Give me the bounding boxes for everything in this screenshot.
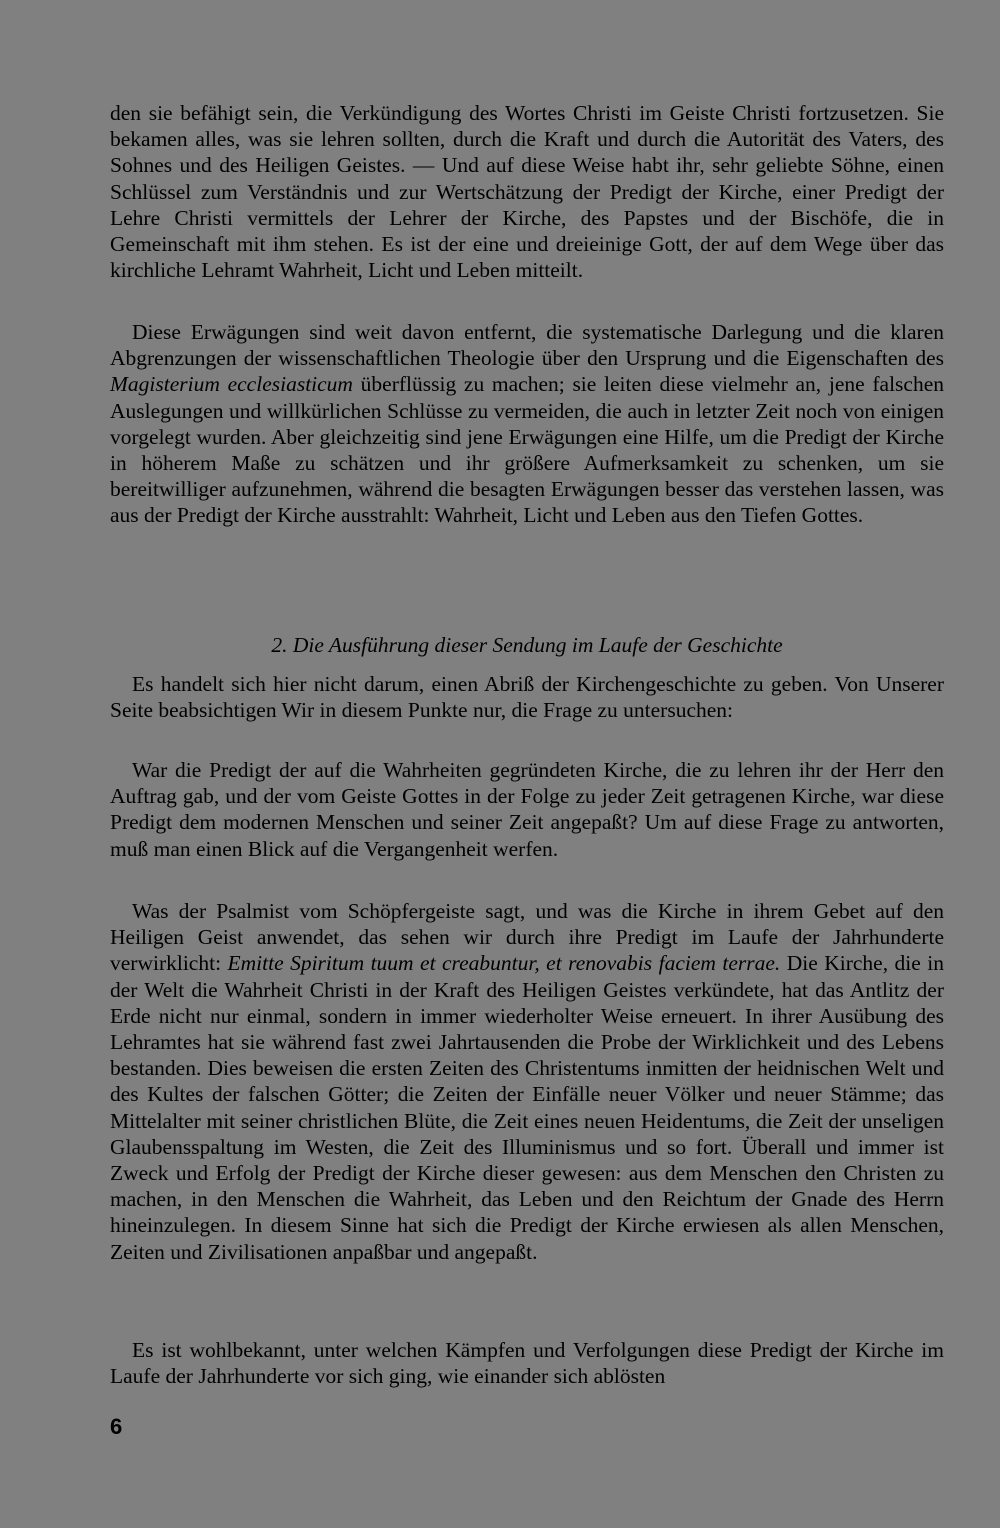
paragraph-5-latin-quote: Emitte Spiritum tuum et creabuntur, et renovabis faciem terrae.: [227, 951, 781, 976]
paragraph-2-italic-term: Magisterium ecclesiasticum: [110, 372, 353, 397]
paragraph-6: Es ist wohlbekannt, unter welchen Kämpfen und Verfolgungen diese Predigt der Kirche im Laufe der Jahrhunderte vor sich ging, wie einander sich ablösten: [110, 1338, 944, 1389]
paragraph-2-text-b: überflüssig zu machen; sie leiten diese vielmehr an, jene falschen Auslegungen und willkürlichen Schlüsse zu vermeiden, die auch in letzter Zeit noch von einigen vorgelegt wurden. Aber gleichzeitig sind jene Erwägungen eine Hilfe, um die Predigt der Kirche in höherem Maße zu schätzen und ihr größere Aufmerksamkeit zu schenken, um sie bereitwilliger aufzunehmen, während die besagten Erwägungen besser das verstehen lassen, was aus der Predigt der Kirche ausstrahlt: Wahrheit, Licht und Leben aus den Tiefen Gottes.: [110, 372, 944, 528]
page-number: 6: [110, 1414, 123, 1439]
paragraph-3: Es handelt sich hier nicht darum, einen Abriß der Kirchengeschichte zu geben. Von Unserer Seite beabsichtigen Wir in diesem Punkte nur, die Frage zu untersuchen:: [110, 672, 944, 723]
paragraph-2-text-a: Diese Erwägungen sind weit davon entfernt, die systematische Darlegung und die klaren Abgrenzungen der wissenschaftlichen Theologie über den Ursprung und die Eigenschaften des: [110, 320, 944, 371]
section-heading: 2. Die Ausführung dieser Sendung im Laufe der Geschichte: [271, 633, 783, 657]
paragraph-1: den sie befähigt sein, die Verkündigung des Wortes Christi im Geiste Christi fortzusetzen. Sie bekamen alles, was sie lehren sollten, durch die Kraft und durch die Autorität des Vaters, des Sohnes und des Heiligen Geistes. — Und auf diese Weise habt ihr, sehr geliebte Söhne, einen Schlüssel zum Verständnis und zur Wertschätzung der Predigt der Kirche, einer Predigt der Lehre Christi vermittels der Lehrer der Kirche, des Papstes und der Bischöfe, die in Gemeinschaft mit ihm stehen. Es ist der eine und dreieinige Gott, der auf dem Wege über das kirchliche Lehramt Wahrheit, Licht und Leben mitteilt.: [110, 101, 944, 283]
paragraph-5-text-b: Die Kirche, die in der Welt die Wahrheit Christi in der Kraft des Heiligen Geistes verkündete, hat das Antlitz der Erde nicht nur einmal, sondern in immer wiederholter Weise erneuert. In ihrer Ausübung des Lehramtes hat sie während fast zwei Jahrtausenden die Probe der Wirklichkeit und des Lebens bestanden. Dies beweisen die ersten Zeiten des Christentums inmitten der heidnischen Welt und des Kultes der falschen Götter; die Zeiten der Einfälle neuer Völker und neuer Stämme; das Mittelalter mit seiner christlichen Blüte, die Zeit eines neuen Heidentums, die Zeit der unseligen Glaubensspaltung im Westen, die Zeit des Illuminismus und so fort. Überall und immer ist Zweck und Erfolg der Predigt der Kirche dieser gewesen: aus dem Menschen den Christen zu machen, in den Menschen die Wahrheit, das Leben und den Reichtum der Gnade des Herrn hineinzulegen. In diesem Sinne hat sich die Predigt der Kirche erwiesen als allen Menschen, Zeiten und Zivilisationen anpaßbar und angepaßt.: [110, 951, 944, 1264]
paragraph-5: [110, 898, 944, 1265]
paragraph-5-text-a: Was der Psalmist vom Schöpfergeiste sagt, und was die Kirche in ihrem Gebet auf den Heiligen Geist anwendet, das sehen wir durch ihre Predigt im Laufe der Jahrhunderte verwirklicht:: [110, 899, 944, 976]
paragraph-2: [110, 319, 944, 529]
paragraph-4: War die Predigt der auf die Wahrheiten gegründeten Kirche, die zu lehren ihr der Herr den Auftrag gab, und der vom Geiste Gottes in der Folge zu jeder Zeit getragenen Kirche, war diese Predigt dem modernen Menschen und seiner Zeit angepaßt? Um auf diese Frage zu antworten, muß man einen Blick auf die Vergangenheit werfen.: [110, 758, 944, 861]
